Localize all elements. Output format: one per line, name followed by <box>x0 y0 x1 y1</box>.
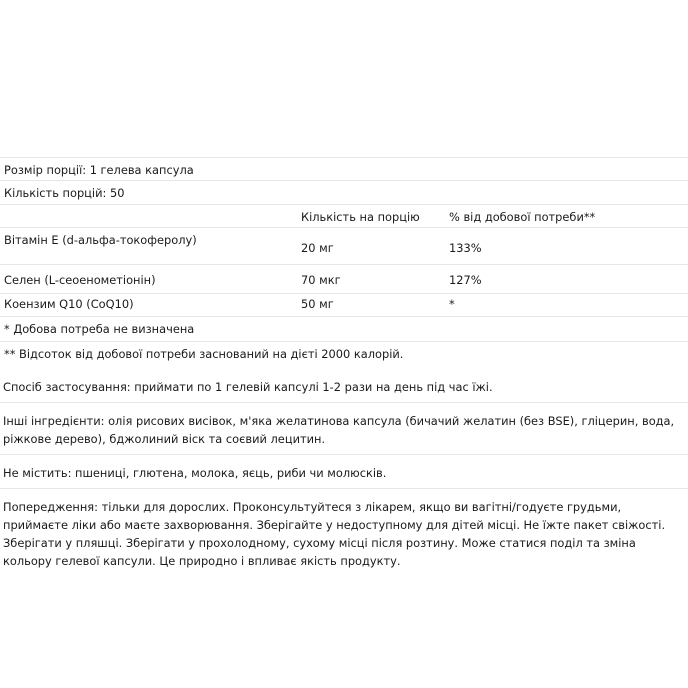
warning-text: Попередження: тільки для дорослих. Проконсультуйтеся з лікарем, якщо ви вагітні/годуєте грудьми, приймаєте ліки або маєте захворювання. Зберігайте у недоступному для дітей місці. Не їжте пакет свіжості. Зберігати у пляшці. Зберігати у прохолодному, сухому місці після розтину. Може статися поділ та зміна кольору гелевої капсули. Це природно і впливає якість продукту. <box>3 500 666 568</box>
footnote-row <box>0 342 688 367</box>
nutrient-daily-value: 133% <box>449 241 482 255</box>
divider <box>0 402 688 403</box>
footnote-dv-not-established: * Добова потреба не визначена <box>4 322 195 336</box>
free-of-allergens: Не містить: пшениці, глютена, молока, яєць, риби чи молюсків. <box>3 466 387 480</box>
nutrient-name: Вітамін Е (d-альфа-токоферолу) <box>4 233 197 247</box>
serving-size: Розмір порції: 1 гелева капсула <box>4 163 194 177</box>
usage-instructions: Спосіб застосування: приймати по 1 гелевій капсулі 1-2 рази на день під час їжі. <box>3 380 493 394</box>
nutrient-name: Селен (L-сеоенометіонін) <box>4 273 156 287</box>
nutrient-amount: 70 мкг <box>301 273 341 287</box>
table-row <box>0 228 688 265</box>
daily-value-header: % від добової потреби** <box>449 210 596 224</box>
supplement-facts-table <box>0 157 688 367</box>
nutrient-amount: 50 мг <box>301 297 334 311</box>
nutrient-name: Коензим Q10 (CoQ10) <box>4 297 134 311</box>
servings-count-row <box>0 181 688 205</box>
footnote-row <box>0 317 688 342</box>
table-row <box>0 265 688 294</box>
servings-count: Кількість порцій: 50 <box>4 186 125 200</box>
nutrient-amount: 20 мг <box>301 241 334 255</box>
nutrient-daily-value: * <box>449 297 455 311</box>
divider <box>0 454 688 455</box>
table-header-row <box>0 205 688 228</box>
table-row <box>0 294 688 317</box>
amount-per-serving-header: Кількість на порцію <box>301 210 420 224</box>
other-ingredients: Інші інгредієнти: олія рисових висівок, м'яка желатинова капсула (бичачий желатин (без BSE), гліцерин, вода, ріжкове дерево), бджолиний віск та соєвий лецитин. <box>3 414 675 446</box>
nutrient-daily-value: 127% <box>449 273 482 287</box>
divider <box>0 488 688 489</box>
serving-size-row <box>0 157 688 181</box>
footnote-dv-basis: ** Відсоток від добової потреби заснований на дієті 2000 калорій. <box>4 347 404 361</box>
product-notes <box>3 378 686 570</box>
